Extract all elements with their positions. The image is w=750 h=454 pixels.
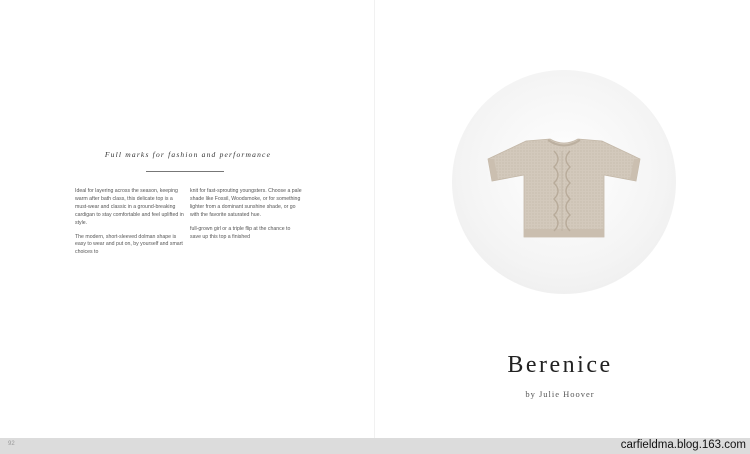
footer-bar (0, 438, 750, 454)
designer-byline: by Julie Hoover (525, 389, 595, 399)
tagline-rule (146, 171, 224, 172)
watermark-text: carfieldma.blog.163.com (620, 439, 746, 451)
body-paragraph: Ideal for layering across the season, keeping warm after bath class, this delicate top is a must-wear and classic in a ground-breaking cardigan to stay comfortable and feel uplifted in style. (75, 188, 184, 226)
sweater-photo (484, 129, 644, 241)
page-gutter (374, 0, 375, 438)
body-paragraph: full-grown girl or a triple flip at the chance to save up this top a finished (190, 225, 291, 240)
body-paragraph: The modern, short-sleeved dolman shape is easy to wear and put on, by yourself and smart choices to (75, 233, 183, 256)
body-paragraph: knit for fast-sprouting youngsters. Choose a pale shade like Fossil, Woodsmoke, or for something lighter from a dominant sunshine shade, or go with the favorite saturated hue. (190, 188, 302, 218)
tagline: Full marks for fashion and performance (104, 150, 272, 159)
page-number: 92 (8, 441, 15, 447)
body-column-right (190, 188, 302, 247)
pattern-title: Berenice (507, 352, 613, 378)
body-column-left (75, 188, 187, 263)
